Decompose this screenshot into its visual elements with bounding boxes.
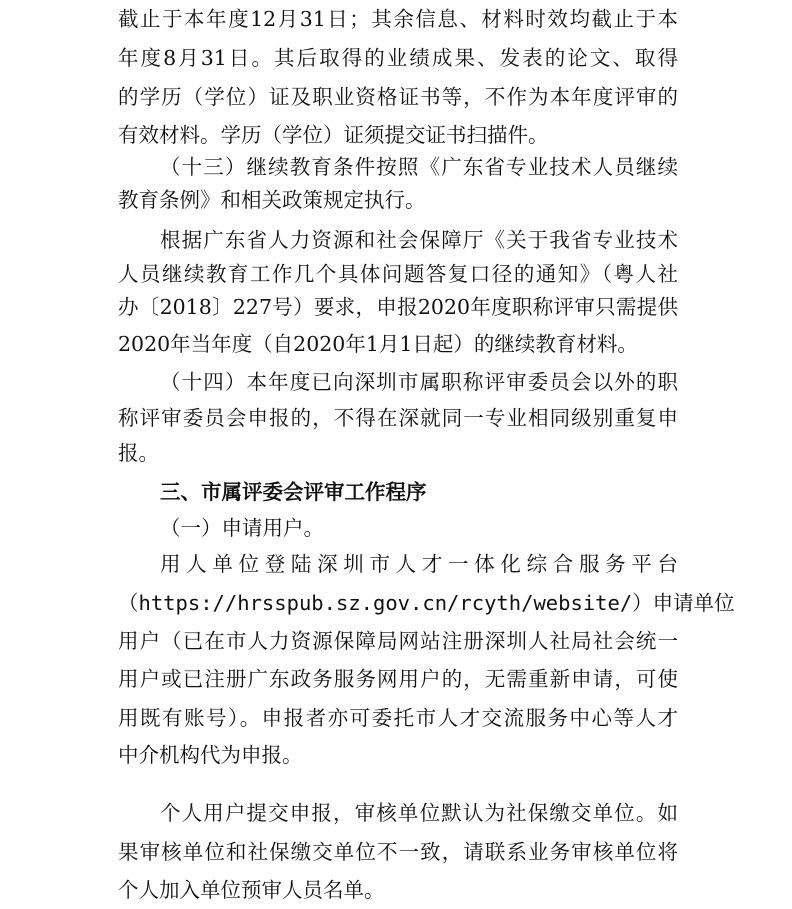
section-heading: 三、市属评委会评审工作程序 xyxy=(160,480,427,504)
text-line: 果审核单位和社保缴交单位不一致，请联系业务审核单位将 xyxy=(118,840,678,864)
text-line: 年度8月31日。其后取得的业绩成果、发表的论文、取得 xyxy=(118,46,678,70)
text-line: 2020年当年度（自2020年1月1日起）的继续教育材料。 xyxy=(118,332,638,356)
text-line: 报。 xyxy=(118,441,159,465)
text-line: 用户或已注册广东政务服务网用户的，无需重新申请，可使 xyxy=(118,667,678,691)
text-line: 教育条例》和相关政策规定执行。 xyxy=(118,188,426,212)
text-line: 用户（已在市人力资源保障局网站注册深圳人社局社会统一 xyxy=(118,629,678,653)
text-line: 用既有账号）。申报者亦可委托市人才交流服务中心等人才 xyxy=(118,706,678,730)
text-line-url: （https://hrsspub.sz.gov.cn/rcyth/website/）申请单位 xyxy=(118,591,735,615)
text-line: （十三）继续教育条件按照《广东省专业技术人员继续 xyxy=(160,155,678,179)
text-line: 人员继续教育工作几个具体问题答复口径的通知》（粤人社 xyxy=(118,262,678,286)
text-line: 个人用户提交申报，审核单位默认为社保缴交单位。如 xyxy=(160,801,678,825)
text-line: 用人单位登陆深圳市人才一体化综合服务平台 xyxy=(160,552,678,576)
text-line: （十四）本年度已向深圳市属职称评审委员会以外的职 xyxy=(160,370,678,394)
text-line: 截止于本年度12月31日；其余信息、材料时效均截止于本 xyxy=(118,7,678,31)
subsection-heading: （一）申请用户。 xyxy=(160,516,324,540)
text-line: 办〔2018〕227号）要求，申报2020年度职称评审只需提供 xyxy=(118,295,678,319)
text-line: 的学历（学位）证及职业资格证书等，不作为本年度评审的 xyxy=(118,85,678,109)
text-line: 中介机构代为申报。 xyxy=(118,743,303,767)
text-line: 个人加入单位预审人员名单。 xyxy=(118,878,385,902)
text-line: 有效材料。学历（学位）证须提交证书扫描件。 xyxy=(118,123,549,147)
text-line: 称评审委员会申报的，不得在深就同一专业相同级别重复申 xyxy=(118,406,678,430)
text-line: 根据广东省人力资源和社会保障厅《关于我省专业技术 xyxy=(160,228,678,252)
